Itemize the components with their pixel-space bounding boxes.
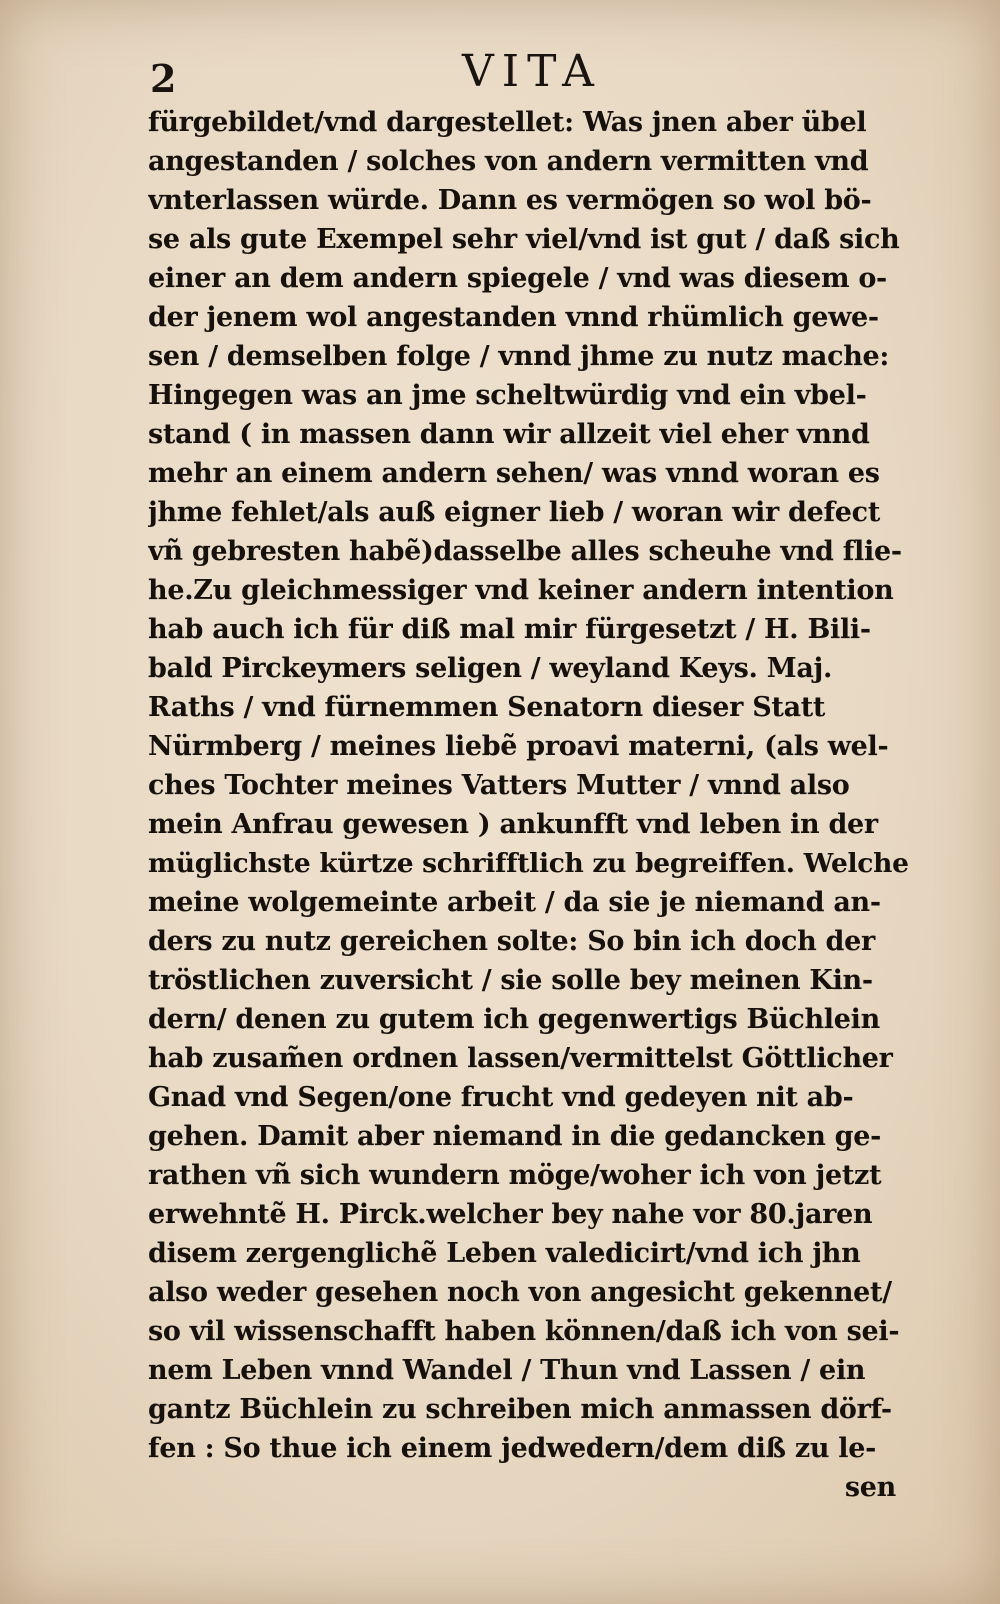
page-number: 2 — [150, 56, 177, 101]
text-line: Hingegen was an jme scheltwürdig vnd ein vbel- — [148, 380, 867, 411]
text-line: erwehntẽ H. Pirck.welcher bey nahe vor 80.jaren — [148, 1199, 873, 1230]
text-line: meine wolgemeinte arbeit / da sie je niemand an- — [148, 887, 881, 918]
running-head: VITA — [462, 46, 602, 97]
text-line: fen : So thue ich einem jedwedern/dem diß zu le- — [148, 1433, 877, 1464]
text-line: jhme fehlet/als auß eigner lieb / woran wir defect — [148, 497, 880, 528]
body-text — [148, 103, 918, 1507]
text-line: hab zusam̃en ordnen lassen/vermittelst Göttlicher — [148, 1043, 893, 1074]
text-line: gantz Büchlein zu schreiben mich anmassen dörf- — [148, 1394, 892, 1425]
text-line: ders zu nutz gereichen solte: So bin ich doch der — [148, 926, 875, 957]
text-line: se als gute Exempel sehr viel/vnd ist gut / daß sich — [148, 224, 900, 255]
text-line: hab auch ich für diß mal mir fürgesetzt / H. Bili- — [148, 614, 871, 645]
text-line: fürgebildet/vnd dargestellet: Was jnen aber übel — [148, 107, 867, 138]
text-line: angestanden / solches von andern vermitten vnd — [148, 146, 869, 177]
text-line: bald Pirckeymers seligen / weyland Keys. Maj. — [148, 653, 833, 684]
text-line: ches Tochter meines Vatters Mutter / vnnd also — [148, 770, 850, 801]
text-line: dern/ denen zu gutem ich gegenwertigs Büchlein — [148, 1004, 880, 1035]
text-line: vñ gebresten habẽ)dasselbe alles scheuhe vnd flie- — [148, 536, 902, 567]
text-line: Nürmberg / meines liebẽ proavi materni, (als wel- — [148, 731, 889, 762]
text-line: Gnad vnd Segen/one frucht vnd gedeyen nit ab- — [148, 1082, 854, 1113]
text-line: sen / demselben folge / vnnd jhme zu nutz mache: — [148, 341, 890, 372]
text-line: vnterlassen würde. Dann es vermögen so wol bö- — [148, 185, 872, 216]
text-line: he.Zu gleichmessiger vnd keiner andern intention — [148, 575, 894, 606]
text-line: also weder gesehen noch von angesicht gekennet/ — [148, 1277, 892, 1308]
text-line: so vil wissenschafft haben können/daß ich von sei- — [148, 1316, 900, 1347]
text-line: disem zergenglichẽ Leben valedicirt/vnd ich jhn — [148, 1238, 861, 1269]
text-line: sen — [844, 1472, 896, 1503]
text-line: stand ( in massen dann wir allzeit viel eher vnnd — [148, 419, 870, 450]
text-line: Raths / vnd fürnemmen Senatorn dieser Statt — [148, 692, 826, 723]
text-line: mehr an einem andern sehen/ was vnnd woran es — [148, 458, 880, 489]
text-line: gehen. Damit aber niemand in die gedancken ge- — [148, 1121, 881, 1152]
text-line: müglichste kürtze schrifftlich zu begreiffen. Welche — [148, 848, 909, 879]
text-line: rathen vñ sich wundern möge/woher ich von jetzt — [148, 1160, 882, 1191]
text-line: der jenem wol angestanden vnnd rhümlich gewe- — [148, 302, 879, 333]
text-line: einer an dem andern spiegele / vnd was diesem o- — [148, 263, 887, 294]
text-line: mein Anfrau gewesen ) ankunfft vnd leben in der — [148, 809, 878, 840]
text-line: tröstlichen zuversicht / sie solle bey meinen Kin- — [148, 965, 873, 996]
text-line: nem Leben vnnd Wandel / Thun vnd Lassen / ein — [148, 1355, 866, 1386]
